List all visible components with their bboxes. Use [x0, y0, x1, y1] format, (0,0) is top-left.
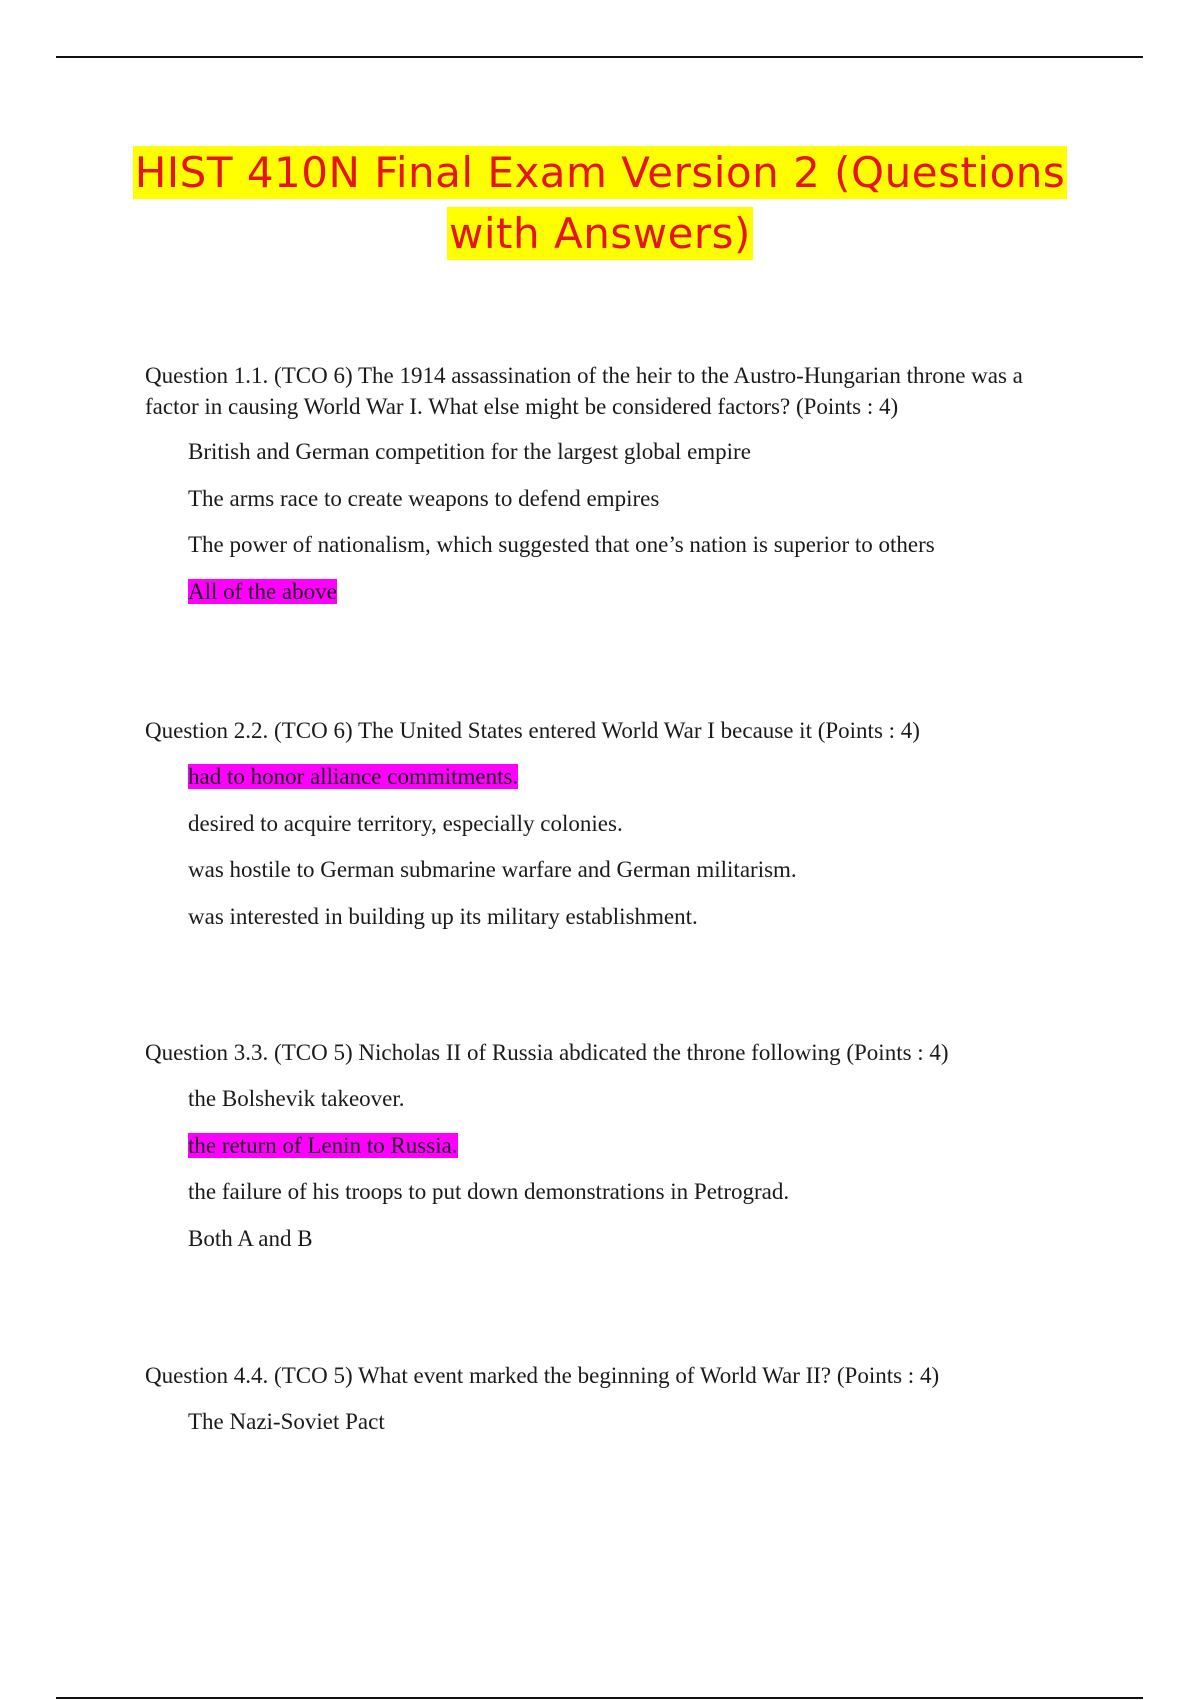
highlighted-answer: had to honor alliance commitments.: [188, 764, 519, 789]
question-1-options: [188, 436, 1088, 622]
question-1-prompt: Question 1.1. (TCO 6) The 1914 assassination of the heir to the Austro-Hungarian throne was a factor in causing World War I. What else might be considered factors? (Points : 4): [145, 363, 1023, 419]
highlighted-answer: All of the above: [188, 578, 337, 604]
question-4-options: [188, 1406, 1088, 1453]
option-text: was hostile to German submarine warfare and German militarism.: [188, 857, 797, 882]
option-text: Both A and B: [188, 1225, 313, 1251]
question-3-prompt: Question 3.3. (TCO 5) Nicholas II of Russia abdicated the throne following (Points : 4): [145, 1040, 949, 1065]
question-4-prompt: Question 4.4. (TCO 5) What event marked the beginning of World War II? (Points : 4): [145, 1363, 940, 1388]
option-item: [188, 1176, 1088, 1223]
option-item: [188, 1083, 1088, 1130]
option-text: The arms race to create weapons to defend empires: [188, 485, 660, 511]
option-item: [188, 529, 1088, 576]
option-text: The power of nationalism, which suggested that one’s nation is superior to others: [188, 532, 935, 557]
option-item: [188, 901, 1088, 948]
option-item: [188, 1223, 1088, 1270]
option-item: [188, 483, 1088, 530]
option-text: desired to acquire territory, especially colonies.: [188, 810, 623, 836]
page-title: [100, 142, 1100, 264]
option-text: the Bolshevik takeover.: [188, 1086, 405, 1111]
title-text: HIST 410N Final Exam Version 2 (Questions with Answers): [134, 148, 1066, 258]
option-item: [188, 1130, 1088, 1177]
option-item: [188, 436, 1088, 483]
top-rule: [56, 56, 1143, 58]
option-text: the failure of his troops to put down demonstrations in Petrograd.: [188, 1179, 790, 1204]
option-text: British and German competition for the largest global empire: [188, 439, 751, 464]
question-3-options: [188, 1083, 1088, 1269]
option-item: [188, 576, 1088, 623]
option-text: The Nazi-Soviet Pact: [188, 1409, 385, 1434]
option-item: [188, 761, 1088, 808]
option-item: [188, 808, 1088, 855]
option-item: [188, 1406, 1088, 1453]
highlighted-answer: the return of Lenin to Russia.: [188, 1132, 458, 1158]
bottom-rule: [56, 1697, 1143, 1699]
question-2-options: [188, 761, 1088, 947]
option-item: [188, 854, 1088, 901]
question-2-prompt: Question 2.2. (TCO 6) The United States entered World War I because it (Points : 4): [145, 718, 920, 743]
option-text: was interested in building up its military establishment.: [188, 903, 698, 929]
